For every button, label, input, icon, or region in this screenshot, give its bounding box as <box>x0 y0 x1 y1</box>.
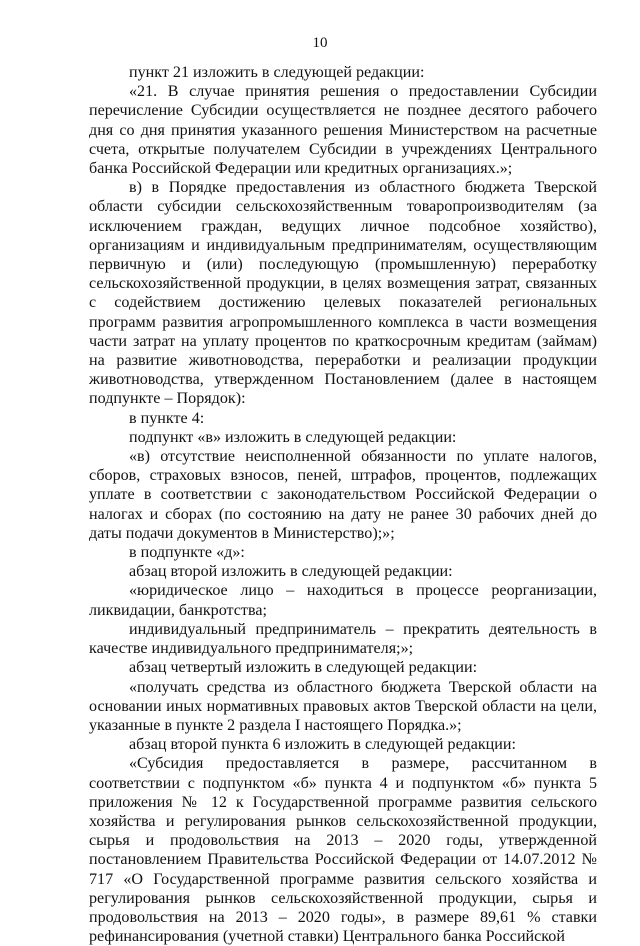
paragraph: «в) отсутствие неисполненной обязанности по уплате налогов, сборов, страховых взносов, пеней, штрафов, процентов, подлежащих уплате в соответствии с законодательством Российской Федерации о налогах и сборах (по состоянию на дату не ранее 30 рабочих дней до даты подачи документов в Министерство);»; <box>89 448 597 542</box>
paragraph: индивидуальный предприниматель – прекратить деятельность в качестве индивидуального предпринимателя;»; <box>89 620 597 658</box>
paragraph: «Субсидия предоставляется в размере, рассчитанном в соответствии с подпунктом «б» пункта 4 и подпунктом «б» пункта 5 приложения № 12 к Государственной программе развития сельского хозяйства и регулирования рынков сельскохозяйственной продукции, сырья и продовольствия на 2013 – 2020 годы, утвержденной постановлением Правительства Российской Федерации от 14.07.2012 № 717 «О Государственной программе развития сельского хозяйства и регулирования рынков сельскохозяйственной продукции, сырья и продовольствия на 2013 – 2020 годы», в размере 89,61 % ставки рефинансирования (учетной ставки) Центрального банка Российской <box>89 755 597 946</box>
paragraph: абзац второй пункта 6 изложить в следующей редакции: <box>129 736 516 754</box>
page-number: 10 <box>312 35 328 51</box>
paragraph: абзац четвертый изложить в следующей редакции: <box>129 659 478 677</box>
paragraph: абзац второй изложить в следующей редакции: <box>129 563 453 581</box>
paragraph: «юридическое лицо – находиться в процессе реорганизации, ликвидации, банкротства; <box>89 582 597 619</box>
paragraph: подпункт «в» изложить в следующей редакции: <box>129 428 457 446</box>
paragraph: в пункте 4: <box>129 409 205 427</box>
paragraph: в подпункте «д»: <box>129 544 245 562</box>
paragraph: пункт 21 изложить в следующей редакции: <box>129 64 425 81</box>
paragraph: «получать средства из областного бюджета Тверской области на основании иных нормативных правовых актов Тверской области на цели, указанные в пункте 2 раздела I настоящего Порядка.»; <box>89 678 597 734</box>
paragraph: в) в Порядке предоставления из областного бюджета Тверской области субсидии сельскохозяйственным товаропроизводителям (за исключением граждан, ведущих личное подсобное хозяйство), организациям и индивидуальным предпринимателям, осуществляющим первичную и (или) последующую (промышленную) переработку сельскохозяйственной продукции, в целях возмещения затрат, связанных с содействием достижению целевых показателей региональных программ развития агропромышленного комплекса в части возмещения части затрат на уплату процентов по краткосрочным кредитам (займам) на развитие животноводства, переработки и реализации продукции животноводства, утвержденном Постановлением (далее в настоящем подпункте – Порядок): <box>89 179 597 408</box>
document-body <box>89 63 597 946</box>
paragraph: «21. В случае принятия решения о предоставлении Субсидии перечисление Субсидии осуществляется не позднее десятого рабочего дня со дня принятия указанного решения Министерством на расчетные счета, открытые получателем Субсидии в учреждениях Центрального банка Российской Федерации или кредитных организациях.»; <box>89 83 597 178</box>
